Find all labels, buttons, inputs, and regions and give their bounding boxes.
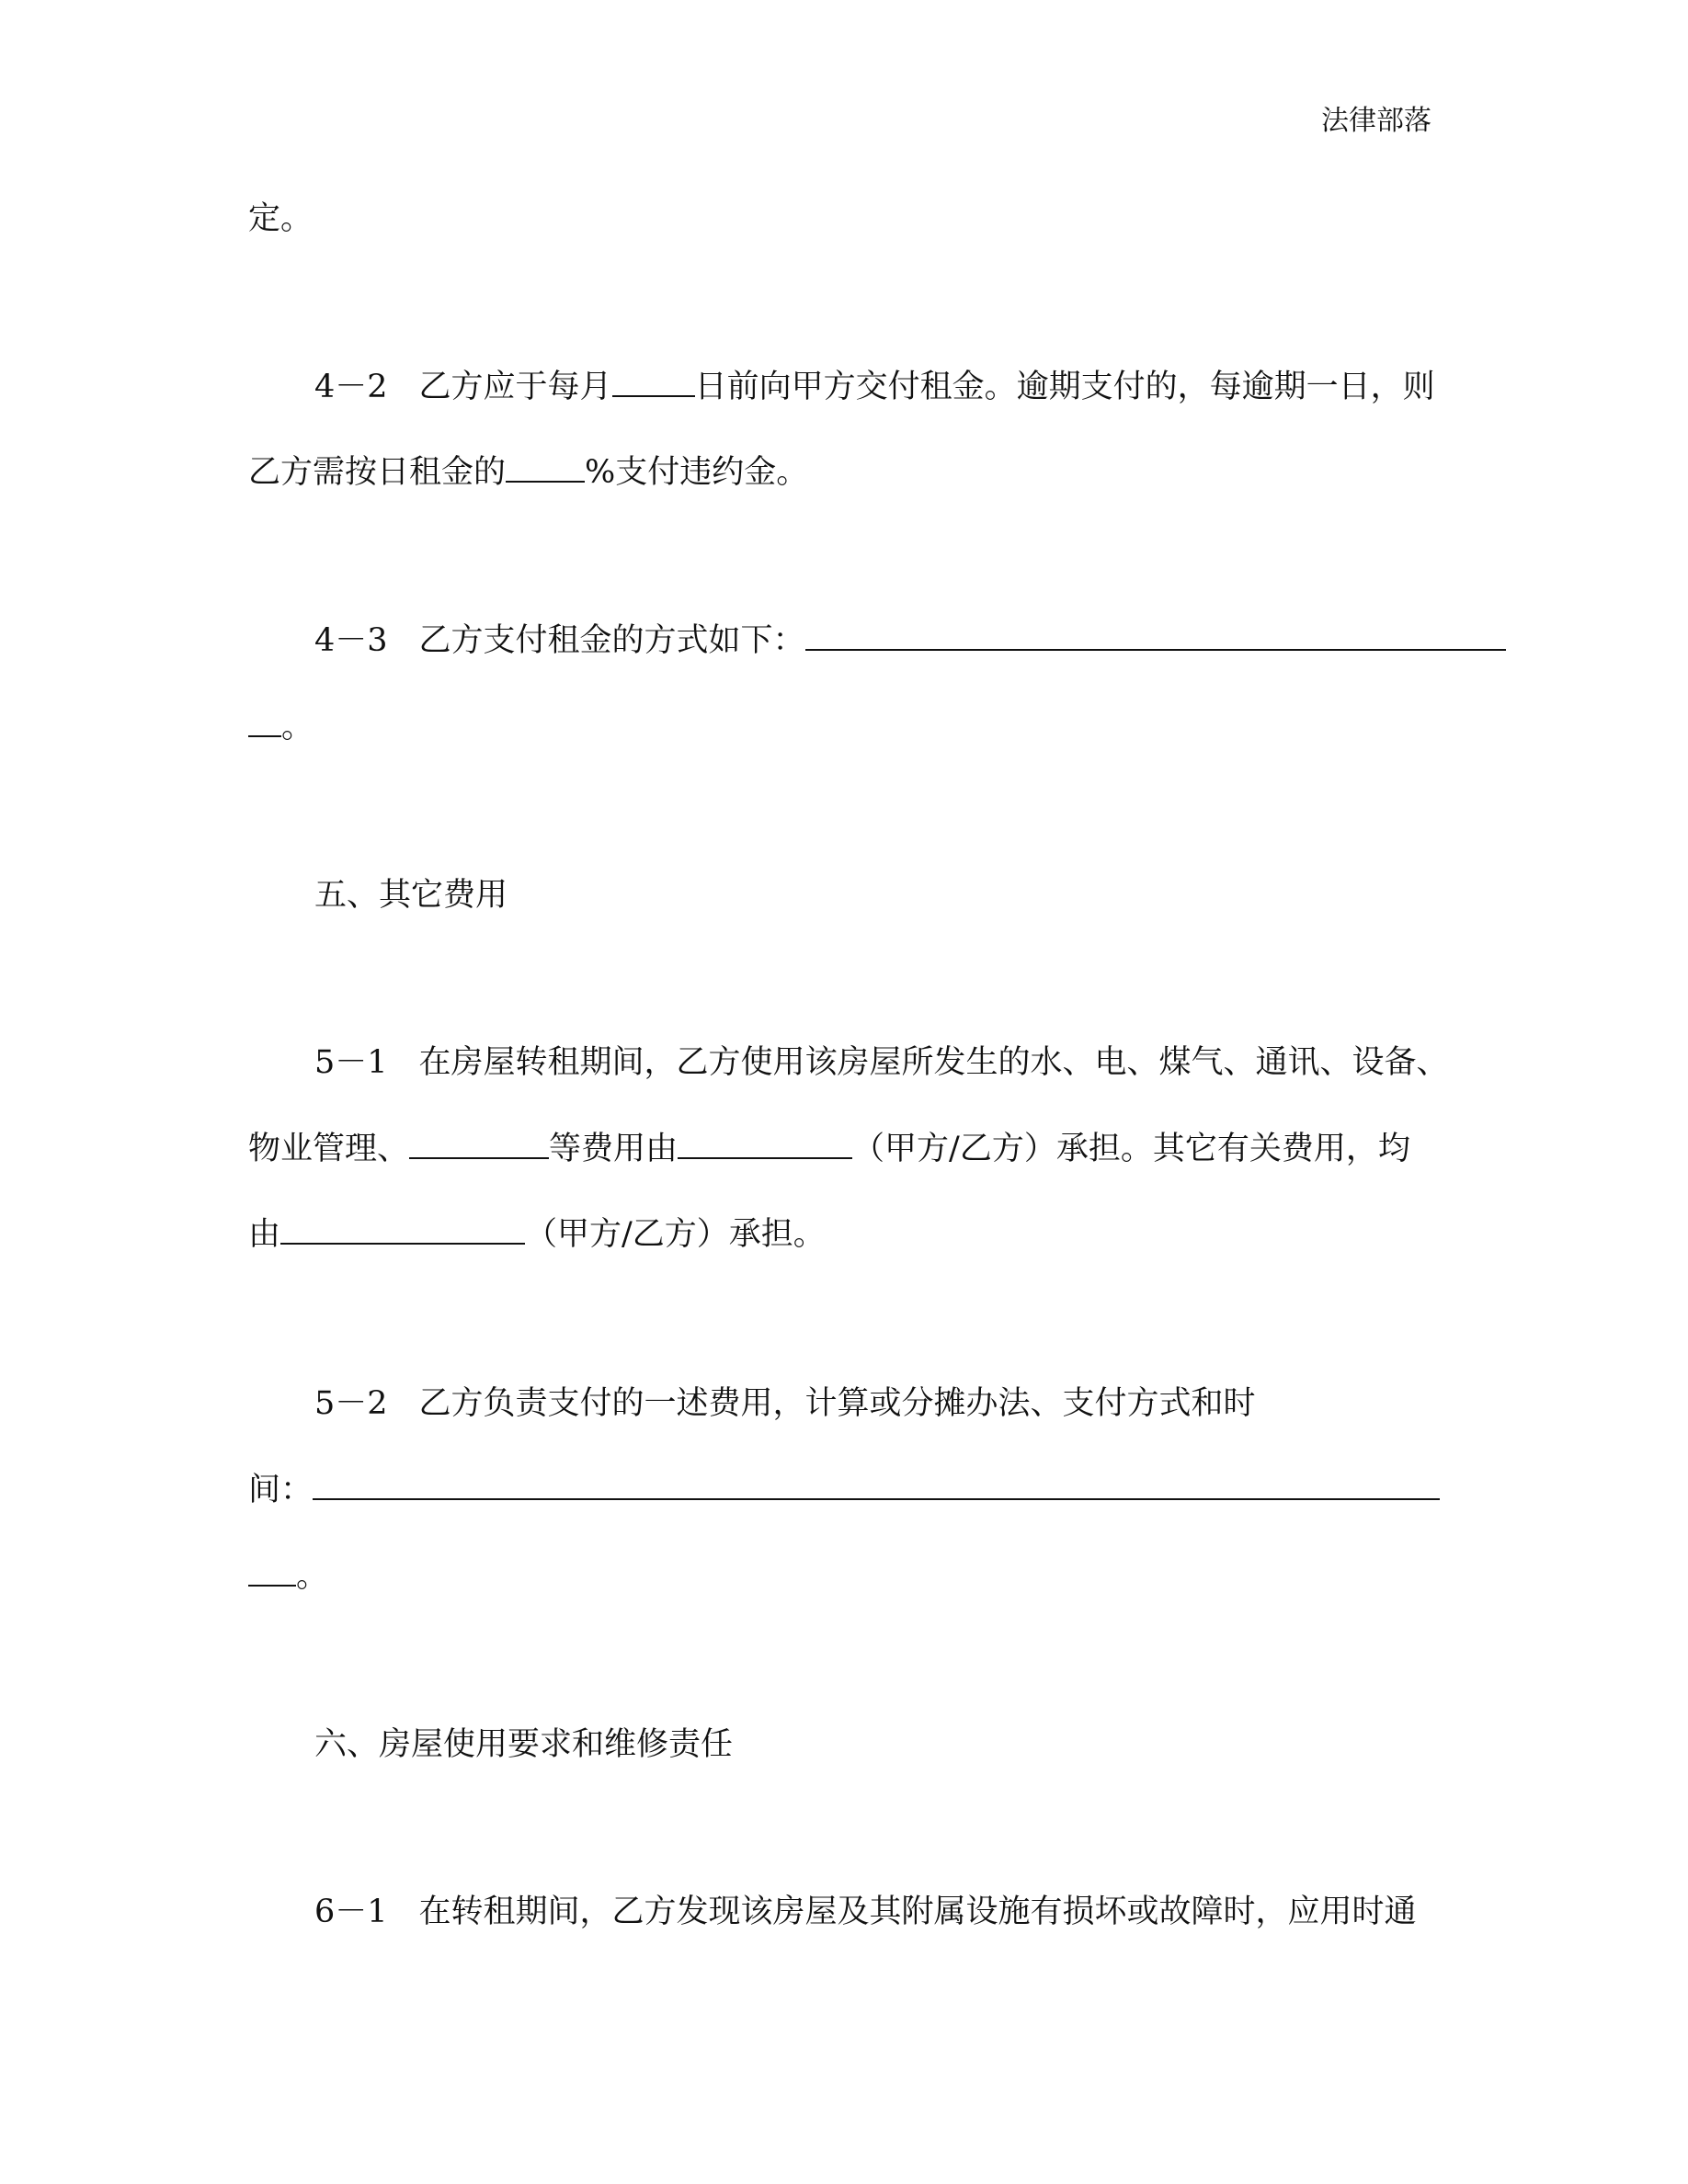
blank-field[interactable] — [678, 1130, 852, 1159]
page-header: 法律部落 — [1321, 105, 1431, 137]
clause-number: 5－1 — [314, 1044, 388, 1081]
blank-field[interactable] — [506, 453, 585, 483]
clause-5-1-cont2: 由 （甲方/乙方）承担。 — [248, 1216, 826, 1253]
clause-4-2-cont: 乙方需按日租金的 %支付违约金。 — [248, 454, 809, 491]
blank-field[interactable] — [805, 621, 1506, 651]
clause-number: 5－2 — [314, 1385, 388, 1422]
blank-field[interactable] — [280, 1215, 525, 1245]
blank-field[interactable] — [313, 1471, 1440, 1500]
blank-field[interactable] — [248, 1557, 296, 1587]
clause-4-3: 4－3 乙方支付租金的方式如下： — [248, 621, 1506, 659]
clause-6-1: 6－1 在转租期间，乙方发现该房屋及其附属设施有损坏或故障时，应用时通 — [314, 1894, 1417, 1930]
section-6-heading: 六、房屋使用要求和维修责任 — [314, 1726, 734, 1763]
blank-field[interactable] — [248, 708, 281, 737]
blank-field[interactable] — [612, 368, 695, 397]
clause-5-1-cont: 物业管理、 等费用由 （甲方/乙方）承担。其它有关费用，均 — [248, 1131, 1410, 1167]
clause-4-3-cont: 。 — [248, 708, 1440, 745]
clause-number: 4－3 — [314, 622, 388, 659]
clause-4-2: 4－2 乙方应于每月 日前向甲方交付租金。逾期支付的，每逾期一日，则 — [314, 369, 1435, 405]
clause-number: 6－1 — [314, 1894, 388, 1930]
clause-5-2-cont2: 。 — [248, 1557, 1440, 1595]
blank-field[interactable] — [409, 1130, 549, 1159]
clause-5-2: 5－2 乙方负责支付的一述费用，计算或分摊办法、支付方式和时 — [314, 1385, 1256, 1422]
clause-number: 4－2 — [314, 369, 388, 405]
clause-5-1: 5－1 在房屋转租期间，乙方使用该房屋所发生的水、电、煤气、通讯、设备、 — [314, 1044, 1449, 1081]
continuation-text: 定。 — [248, 200, 314, 237]
section-5-heading: 五、其它费用 — [314, 877, 508, 914]
clause-5-2-cont: 间： — [248, 1471, 1440, 1508]
